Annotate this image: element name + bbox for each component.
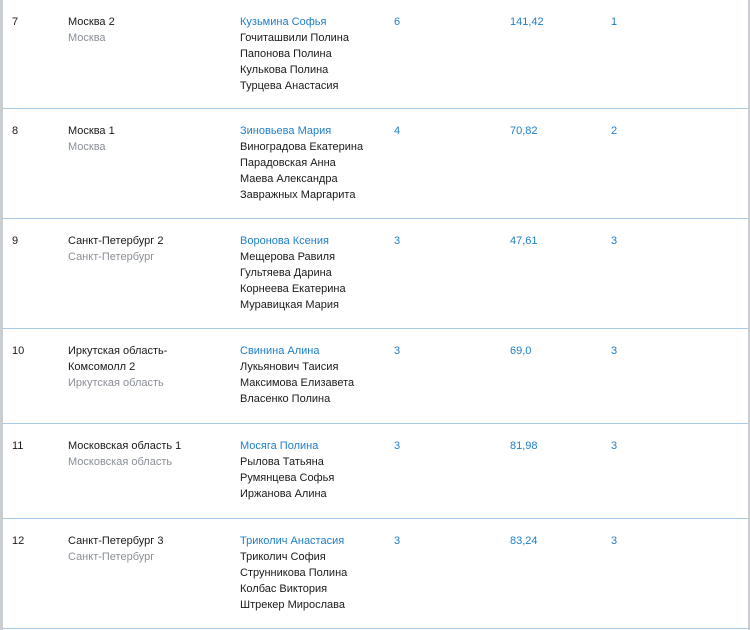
member-name: Триколич София [240,551,326,563]
members-cell [240,123,363,203]
team-region: Москва [68,141,106,153]
members-cell [240,343,354,407]
time-value: 70,82 [510,125,538,137]
rank-value: 3 [611,440,618,452]
place-number: 11 [12,440,24,452]
time-value: 47,61 [510,235,538,247]
member-name: Завражных Маргарита [240,189,356,201]
team-region: Санкт-Петербург [68,251,155,263]
member-name: Штрекер Мирослава [240,599,345,611]
score-value: 3 [394,235,401,247]
member-name: Струнникова Полина [240,567,348,579]
captain-link[interactable]: Зиновьева Мария [240,125,332,137]
team-name: Комсомолл 2 [68,361,136,373]
table-row [3,219,748,329]
member-name: Муравицкая Мария [240,299,339,311]
team-cell [68,533,163,565]
rank-value: 3 [611,235,618,247]
member-name: Гочиташвили Полина [240,32,349,44]
team-region: Санкт-Петербург [68,551,155,563]
member-name: Корнеева Екатерина [240,283,346,295]
team-region: Московская область [68,456,173,468]
member-name: Маева Александра [240,173,338,185]
member-name: Парадовская Анна [240,157,336,169]
member-name: Румянцева Софья [240,472,335,484]
place-number: 10 [12,345,25,357]
table-row [3,329,748,424]
captain-link[interactable]: Кузьмина Софья [240,16,327,28]
team-name: Москва 1 [68,125,115,137]
team-cell [68,14,115,46]
team-name: Москва 2 [68,16,115,28]
members-cell [240,438,334,502]
member-name: Лукьянович Таисия [240,361,339,373]
time-value: 83,24 [510,535,538,547]
score-value: 6 [394,16,401,28]
rank-value: 3 [611,345,618,357]
member-name: Мещерова Равиля [240,251,336,263]
team-name: Иркутская область- [68,345,168,357]
team-region: Москва [68,32,106,44]
place-number: 9 [12,235,19,247]
captain-link[interactable]: Свинина Алина [240,345,320,357]
results-table [3,0,748,629]
table-row [3,424,748,519]
members-cell [240,533,347,613]
member-name: Папонова Полина [240,48,332,60]
captain-link[interactable]: Мосяга Полина [240,440,319,452]
table-row [3,109,748,219]
team-cell [68,123,115,155]
member-name: Власенко Полина [240,393,331,405]
score-value: 3 [394,345,401,357]
team-cell [68,233,163,265]
member-name: Иржанова Алина [240,488,327,500]
team-cell [68,438,181,470]
team-name: Московская область 1 [68,440,182,452]
table-row [3,519,748,629]
place-number: 7 [12,16,19,28]
team-region: Иркутская область [68,377,164,389]
captain-link[interactable]: Триколич Анастасия [240,535,345,547]
time-value: 69,0 [510,345,532,357]
place-number: 8 [12,125,19,137]
rank-value: 1 [611,16,618,28]
member-name: Гультяева Дарина [240,267,332,279]
time-value: 141,42 [510,16,544,28]
member-name: Максимова Елизавета [240,377,355,389]
place-number: 12 [12,535,25,547]
team-cell [68,343,167,391]
member-name: Рылова Татьяна [240,456,324,468]
time-value: 81,98 [510,440,538,452]
score-value: 4 [394,125,401,137]
score-value: 3 [394,440,401,452]
score-value: 3 [394,535,401,547]
team-name: Санкт-Петербург 2 [68,235,164,247]
member-name: Турцева Анастасия [240,80,339,92]
member-name: Кулькова Полина [240,64,329,76]
members-cell [240,233,346,313]
member-name: Колбас Виктория [240,583,328,595]
team-name: Санкт-Петербург 3 [68,535,164,547]
rank-value: 3 [611,535,618,547]
captain-link[interactable]: Воронова Ксения [240,235,329,247]
member-name: Виноградова Екатерина [240,141,364,153]
rank-value: 2 [611,125,618,137]
table-row [3,0,748,109]
members-cell [240,14,349,94]
